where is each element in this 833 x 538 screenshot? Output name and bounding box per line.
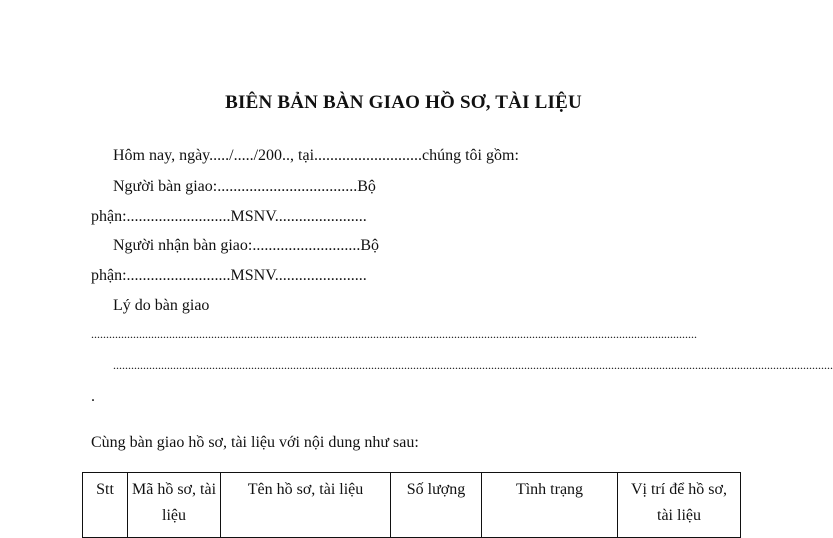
dot-end: . (91, 388, 95, 405)
reason-dotted-line-2 (113, 358, 833, 373)
table-header-row (83, 473, 741, 538)
reason-dotted-line-1 (91, 327, 697, 342)
handover-table (82, 472, 741, 538)
header-stt: Stt (83, 473, 128, 538)
receiver-line: Người nhận bàn giao:...........................Bộ (113, 237, 379, 254)
header-tinh-trang: Tình trạng (482, 473, 618, 538)
dotted-fill: ................................................................................................................................................................................................................................................ (113, 358, 833, 372)
header-vi-tri: Vị trí để hồ sơ, tài liệu (618, 473, 741, 538)
dotted-fill: .......................................................................................................................................................................................................... (91, 327, 697, 341)
reason-label: Lý do bàn giao (113, 297, 210, 314)
header-ma-ho-so: Mã hồ sơ, tài liệu (128, 473, 221, 538)
giver-line: Người bàn giao:...................................Bộ (113, 178, 376, 195)
header-ten-ho-so: Tên hồ sơ, tài liệu (221, 473, 391, 538)
receiver-dept-line: phận:..........................MSNV....................... (91, 267, 367, 284)
giver-dept-line: phận:..........................MSNV....................... (91, 208, 367, 225)
table-intro: Cùng bàn giao hồ sơ, tài liệu với nội dung như sau: (91, 434, 419, 451)
header-so-luong: Số lượng (391, 473, 482, 538)
date-line: Hôm nay, ngày...../...../200.., tại...........................chúng tôi gồm: (113, 147, 519, 164)
document-title: BIÊN BẢN BÀN GIAO HỒ SƠ, TÀI LIỆU (225, 92, 582, 113)
